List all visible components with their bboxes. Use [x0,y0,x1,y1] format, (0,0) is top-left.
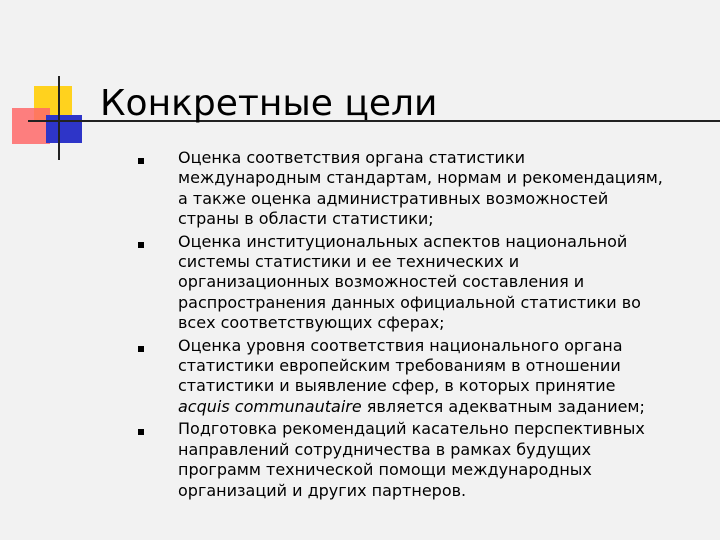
bullet-text-line: Подготовка рекомендаций касательно перспективных [178,419,645,439]
italic-term: acquis communautaire [178,396,362,416]
list-item [138,148,708,230]
bullet-text-line: статистики европейским требованиям в отношении [178,356,621,376]
bullet-text-line: Оценка уровня соответствия национального органа [178,335,623,355]
bullet-text-rest: является адекватным заданием; [361,396,645,416]
bullet-text-line: всех соответствующих сферах; [178,313,445,333]
bullet-square-icon [138,242,144,248]
bullet-square-icon [138,346,144,352]
list-item [138,419,708,501]
bullet-text-line: распространения данных официальной статистики во [178,292,641,312]
bullet-text-line: а также оценка административных возможностей [178,188,609,208]
bullet-text-line: системы статистики и ее технических и [178,252,520,272]
bullet-text-line: программ технической помощи международных [178,460,592,480]
logo-red-square [12,108,50,144]
bullet-text-line: международным стандартам, нормам и рекомендациям, [178,168,663,188]
bullet-square-icon [138,158,144,164]
slide-title: Конкретные цели [100,83,438,124]
bullet-text-line: статистики и выявление сфер, в которых принятие [178,376,616,396]
logo-vertical-line [58,76,60,160]
bullet-text-line [178,397,708,417]
list-item [138,232,708,334]
bullet-text-line: Оценка институциональных аспектов национальной [178,231,628,251]
bullet-text-line: организаций и других партнеров. [178,480,467,500]
list-item [138,336,708,418]
bullet-text-line: Оценка соответствия органа статистики [178,148,526,167]
bullet-text-line: страны в области статистики; [178,209,434,229]
bullet-text-line: организационных возможностей составления и [178,272,585,292]
bullet-square-icon [138,429,144,435]
bullet-text-line: направлений сотрудничества в рамках будущих [178,439,592,459]
bullet-list [138,148,708,503]
